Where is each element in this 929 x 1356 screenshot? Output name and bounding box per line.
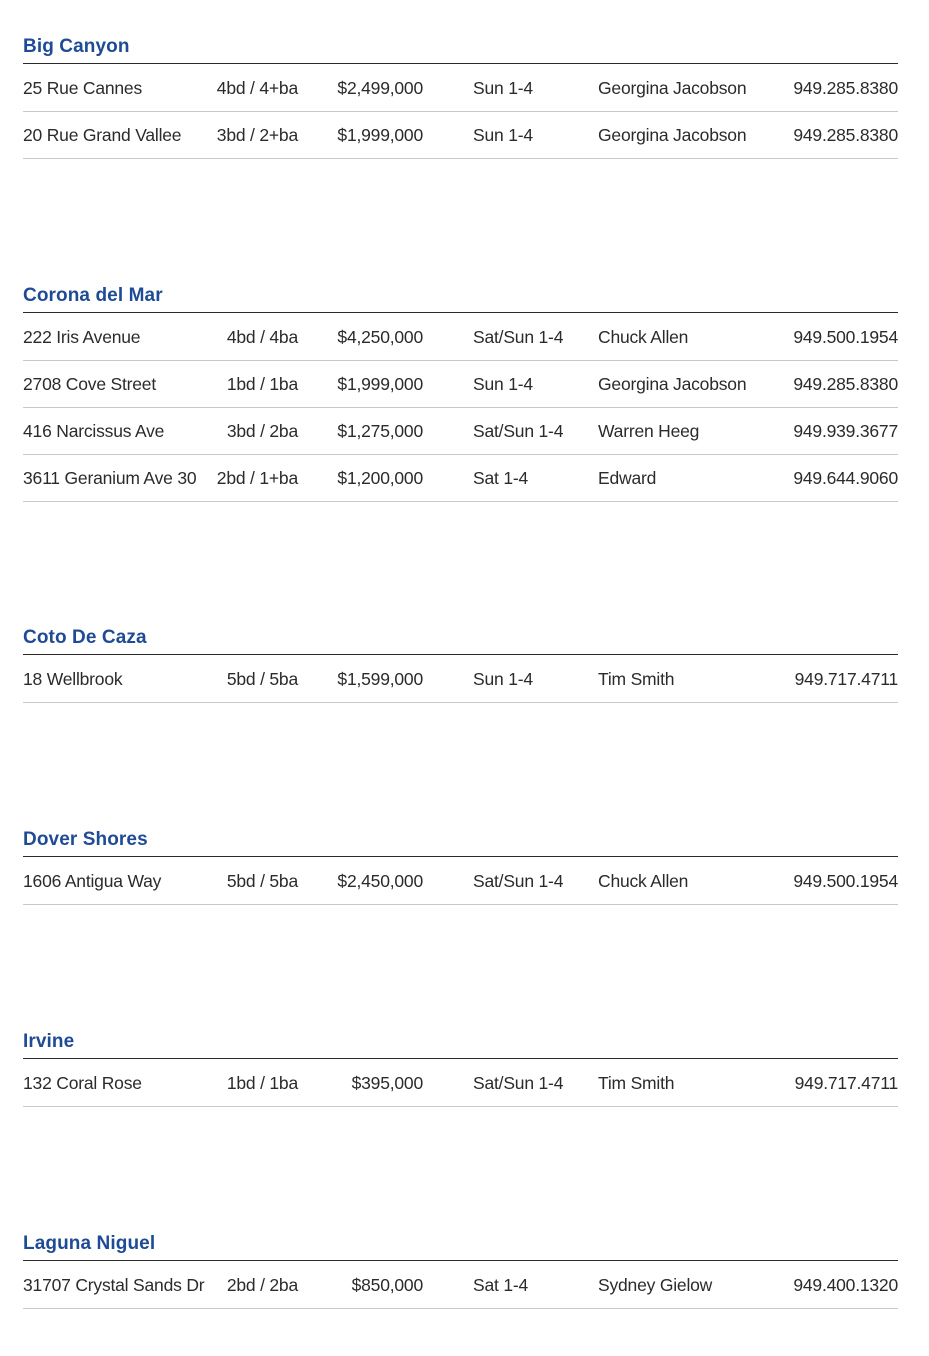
listing-beds-baths: 4bd / 4ba — [226, 327, 298, 347]
listing-address: 31707 Crystal Sands Dr — [23, 1275, 205, 1295]
listing-beds-baths: 5bd / 5ba — [226, 669, 298, 689]
listing-open-house-time: Sat/Sun 1-4 — [473, 1073, 564, 1093]
listing-price: $1,200,000 — [337, 468, 423, 488]
listing-phone: 949.500.1954 — [793, 327, 898, 347]
listing-phone: 949.717.4711 — [794, 1073, 898, 1093]
listing-agent: Tim Smith — [598, 1073, 675, 1093]
listing-phone: 949.644.9060 — [793, 468, 898, 488]
listing-open-house-time: Sat/Sun 1-4 — [473, 871, 564, 891]
listing-beds-baths: 3bd / 2+ba — [216, 125, 298, 145]
listing-price: $1,599,000 — [337, 669, 423, 689]
listing-address: 132 Coral Rose — [23, 1073, 142, 1093]
section-dover-shores — [23, 831, 898, 905]
listing-price: $4,250,000 — [337, 327, 423, 347]
listing-phone: 949.285.8380 — [793, 374, 898, 394]
listing-address: 20 Rue Grand Vallee — [23, 125, 182, 145]
listing-open-house-time: Sun 1-4 — [473, 374, 533, 394]
listing-agent: Georgina Jacobson — [598, 78, 747, 98]
listing-price: $850,000 — [351, 1275, 423, 1295]
listing-agent: Warren Heeg — [598, 421, 700, 441]
listing-row — [23, 1262, 898, 1309]
section-laguna-niguel — [23, 1235, 898, 1309]
listing-beds-baths: 2bd / 2ba — [226, 1275, 298, 1295]
listing-phone: 949.285.8380 — [793, 125, 898, 145]
listing-price: $2,499,000 — [337, 78, 423, 98]
listing-open-house-time: Sun 1-4 — [473, 125, 533, 145]
section-big-canyon — [23, 38, 898, 159]
listing-agent: Georgina Jacobson — [598, 374, 747, 394]
section-title: Coto De Caza — [23, 629, 898, 655]
listing-address: 2708 Cove Street — [23, 374, 156, 394]
section-coto-de-caza — [23, 629, 898, 703]
listing-phone: 949.717.4711 — [794, 669, 898, 689]
listing-agent: Chuck Allen — [598, 327, 689, 347]
listing-price: $1,999,000 — [337, 125, 423, 145]
listing-agent: Tim Smith — [598, 669, 675, 689]
listing-address: 3611 Geranium Ave 30 — [23, 468, 197, 488]
section-title: Corona del Mar — [23, 287, 898, 313]
listing-open-house-time: Sun 1-4 — [473, 669, 533, 689]
listing-agent: Sydney Gielow — [598, 1275, 713, 1295]
section-title: Big Canyon — [23, 38, 898, 64]
listing-row — [23, 112, 898, 159]
listing-phone: 949.285.8380 — [793, 78, 898, 98]
listing-row — [23, 858, 898, 905]
listing-open-house-time: Sat/Sun 1-4 — [473, 421, 564, 441]
listing-beds-baths: 4bd / 4+ba — [216, 78, 298, 98]
listing-agent: Chuck Allen — [598, 871, 689, 891]
listing-phone: 949.500.1954 — [793, 871, 898, 891]
section-title: Dover Shores — [23, 831, 898, 857]
listing-address: 18 Wellbrook — [23, 669, 123, 689]
listing-price: $395,000 — [351, 1073, 423, 1093]
section-corona-del-mar — [23, 287, 898, 502]
listing-row — [23, 408, 898, 455]
listing-open-house-time: Sat 1-4 — [473, 468, 529, 488]
listing-price: $2,450,000 — [337, 871, 423, 891]
section-title: Irvine — [23, 1033, 898, 1059]
listing-address: 222 Iris Avenue — [23, 327, 141, 347]
section-title: Laguna Niguel — [23, 1235, 898, 1261]
listing-phone: 949.400.1320 — [793, 1275, 898, 1295]
listing-row — [23, 65, 898, 112]
section-irvine — [23, 1033, 898, 1107]
listing-address: 1606 Antigua Way — [23, 871, 162, 891]
listing-beds-baths: 5bd / 5ba — [226, 871, 298, 891]
listing-address: 25 Rue Cannes — [23, 78, 143, 98]
listing-beds-baths: 1bd / 1ba — [226, 1073, 298, 1093]
listing-row — [23, 455, 898, 502]
listing-open-house-time: Sun 1-4 — [473, 78, 533, 98]
listing-row — [23, 1060, 898, 1107]
listing-row — [23, 314, 898, 361]
listing-phone: 949.939.3677 — [793, 421, 898, 441]
listing-row — [23, 361, 898, 408]
listing-price: $1,999,000 — [337, 374, 423, 394]
listing-beds-baths: 2bd / 1+ba — [216, 468, 298, 488]
listing-address: 416 Narcissus Ave — [23, 421, 165, 441]
listing-agent: Edward — [598, 468, 657, 488]
listing-price: $1,275,000 — [337, 421, 423, 441]
listing-agent: Georgina Jacobson — [598, 125, 747, 145]
listing-open-house-time: Sat/Sun 1-4 — [473, 327, 564, 347]
listing-beds-baths: 1bd / 1ba — [226, 374, 298, 394]
listing-open-house-time: Sat 1-4 — [473, 1275, 529, 1295]
listing-row — [23, 656, 898, 703]
listing-beds-baths: 3bd / 2ba — [226, 421, 298, 441]
